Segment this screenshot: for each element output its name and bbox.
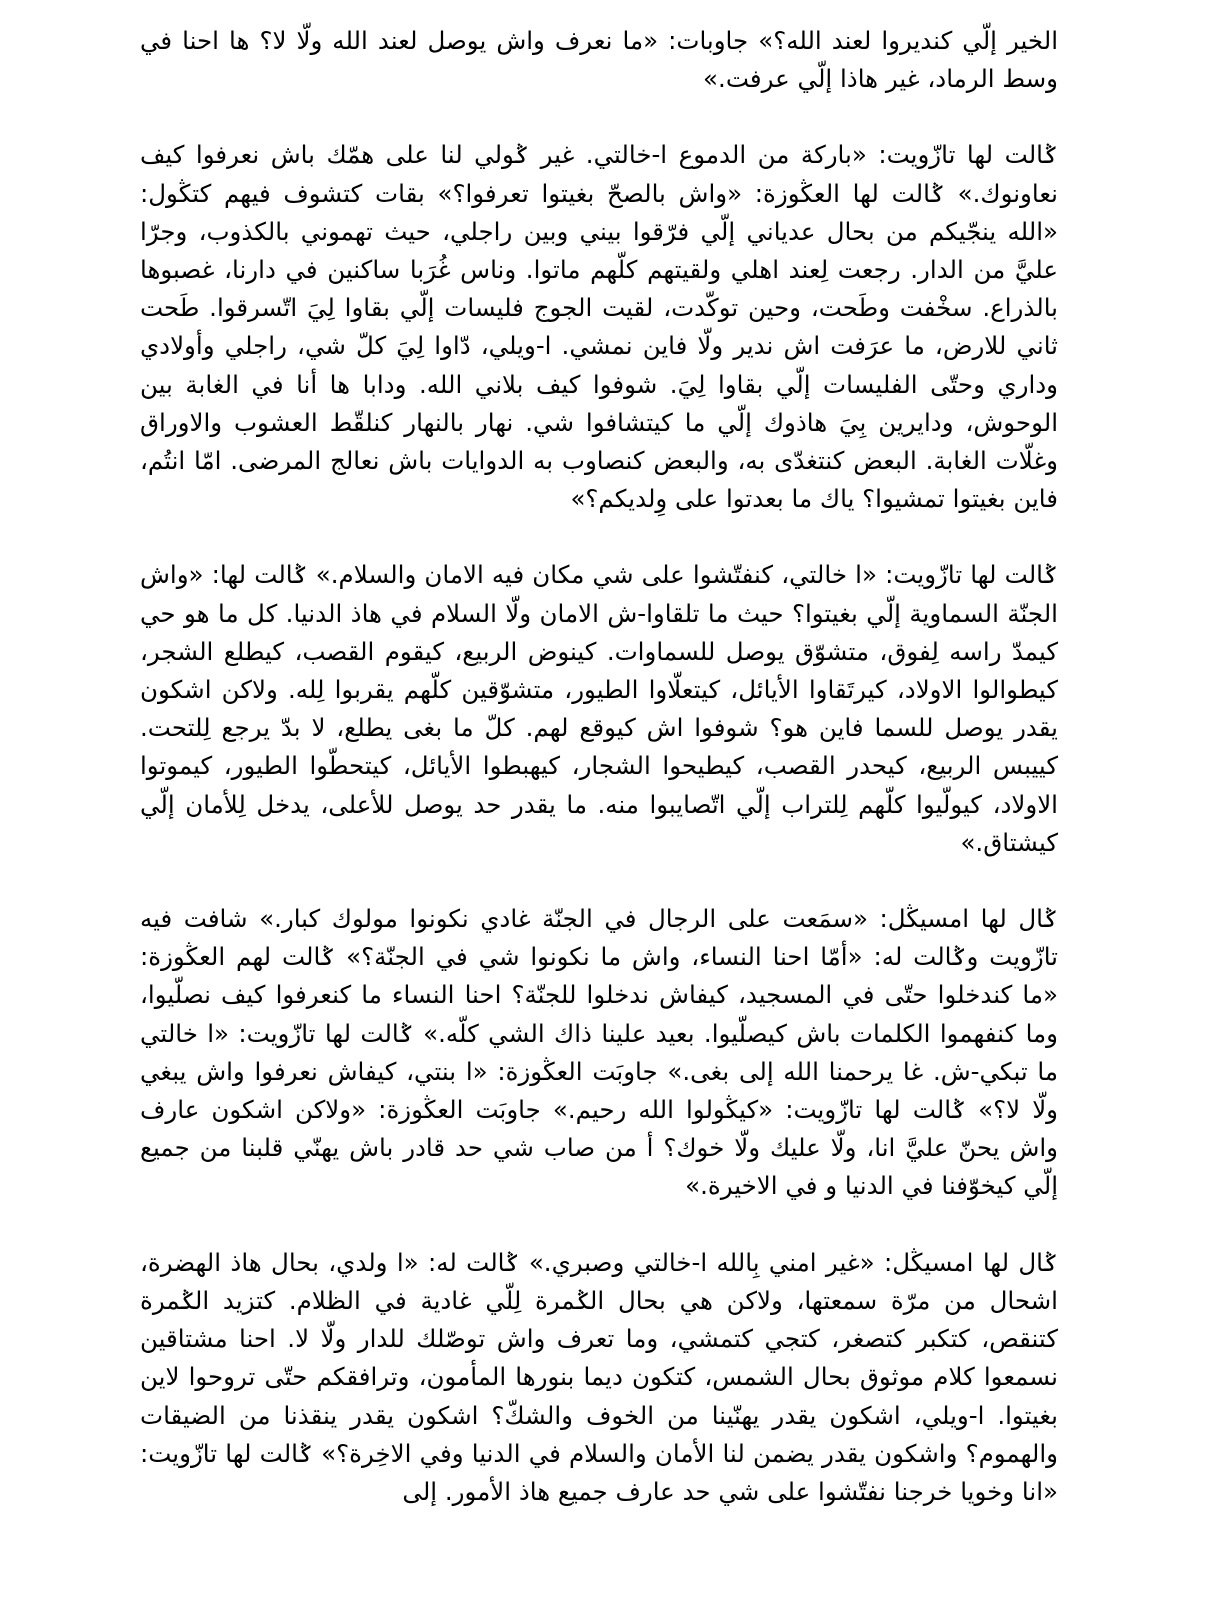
paragraph-1: الخير إلّي كنديروا لعند الله؟» جاوبات: «ما نعرف واش يوصل لعند الله ولّا لا؟ ها احنا في وسط الرماد، غير هاذا إلّي عرفت.» <box>140 26 1058 94</box>
paragraph-2: ݣالت لها تازّويت: «باركة من الدموع ا-خالتي. غير ݣولي لنا على همّك باش نعرفوا كيف نعاونوك.» ݣالت لها العڭوزة: «واش بالصحّ بغيتوا تعرفوا؟» بقات كتشوف فيهم كتڭول: «الله ينجّيكم من بحال عدياني إلّي فرّقوا بيني وبين راجلي، حيث تهموني بالكذوب، وجرّا عليَّ من الدار. رجعت لِعند اهلي ولقيتهم كلّهم ماتوا. وناس غُرَبا ساكنين في دارنا، غصبوها بالذراع. سخْفت وطَحت، وحين توكّدت، لقيت الجوج فليسات إلّي بقاوا لِيَ اتّسرقوا. طَحت ثاني للارض، ما عرَفت اش ندير ولّا فاين نمشي. ا-ويلي، دّاوا لِيَ كلّ شي، راجلي وأولادي وداري وحتّى الفليسات إلّي بقاوا لِيَ. شوفوا كيف بلاني الله. ودابا ها أنا في الغابة بين الوحوش، ودايرين بِيَ هاذوك إلّي ما كيتشافوا شي. نهار بالنهار كنلقّط العشوب والاوراق وغلّات الغابة. البعض كنتغدّى به، والبعض كنصاوب به الدوايات باش نعالج المرضى. امّا انتُم، فاين بغيتوا تمشيوا؟ ياك ما بعدتوا على وِلديكم؟» <box>140 140 1058 514</box>
document-page <box>140 22 1058 1511</box>
paragraph-5: ݣال لها امسيڭل: «غير امني بِالله ا-خالتي وصبري.» ݣالت له: «ا ولدي، بحال هاذ الهضرة، اشحال من مرّة سمعتها، ولاكن هي بحال الݣمرة لِلّي غادية في الظلام. كتزيد الݣمرة كتنقص، كتكبر كتصغر، كتجي كتمشي، وما تعرف واش توصّلك للدار ولّا لا. احنا مشتاقين نسمعوا كلام موثوق بحال الشمس، كتكون ديما بنورها المأمون، وترافقكم حتّى تروحوا لاين بغيتوا. ا-ويلي، اشكون يقدر يهنّينا من الخوف والشكّ؟ اشكون يقدر ينقذنا من الضيقات والهموم؟ واشكون يقدر يضمن لنا الأمان والسلام في الدنيا وفي الاخِرة؟» ݣالت لها تازّويت: «انا وخويا خرجنا نفتّشوا على شي حد عارف جميع هاذ الأمور. إلى <box>140 1247 1058 1506</box>
paragraph-4: ݣال لها امسيڭل: «سمَعت على الرجال في الجنّة غادي نكونوا مولوك كبار.» شافت فيه تازّويت وݣالت له: «أمّا احنا النساء، واش ما نكونوا شي في الجنّة؟» ݣالت لهم العڭوزة: «ما كندخلوا حتّى في المسجيد، كيفاش ندخلوا للجنّة؟ احنا النساء ما كنعرفوا كيف نصلّيوا، وما كنفهموا الكلمات باش كيصلّيوا. بعيد علينا ذاك الشي كلّه.» ݣالت لها تازّويت: «ا خالتي ما تبكي-ش. غا يرحمنا الله إلى بغى.» جاوبَت العڭوزة: «ا بنتي، كيفاش نعرفوا واش يبغي ولّا لا؟» ݣالت لها تازّويت: «كيڭولوا الله رحيم.» جاوبَت العڭوزة: «ولاكن اشكون عارف واش يحنّ عليَّ انا، ولّا عليك ولّا خوك؟ أ من صاب شي حد قادر باش يهنّي قلبنا من جميع إلّي كيخوّفنا في الدنيا و في الاخيرة.» <box>140 904 1058 1201</box>
paragraph-3: ݣالت لها تازّويت: «ا خالتي، كنفتّشوا على شي مكان فيه الامان والسلام.» ݣالت لها: «واش الجنّة السماوية إلّي بغيتوا؟ حيث ما تلقاوا-ش الامان ولّا السلام في هاذ الدنيا. كل ما هو حي كيمدّ راسه لِفوق، متشوّق يوصل للسماوات. كينوض الربيع، كيقوم القصب، كيطلع الشجر، كيطوالوا الاولاد، كيرتَقاوا الأيائل، كيتعلّاوا الطيور، متشوّقين كلّهم يقربوا لِله. ولاكن اشكون يقدر يوصل للسما فاين هو؟ شوفوا اش كيوقع لهم. كلّ ما بغى يطلع، لا بدّ يرجع لِلتحت. كييبس الربيع، كيحدر القصب، كيطيحوا الشجار، كيهبطوا الأيائل، كيتحطّوا الطيور، كيموتوا الاولاد، كيولّيوا كلّهم لِلتراب إلّي اتّصايبوا منه. ما يقدر حد يوصل للأعلى، يدخل لِلأمان إلّي كيشتاق.» <box>140 560 1058 857</box>
